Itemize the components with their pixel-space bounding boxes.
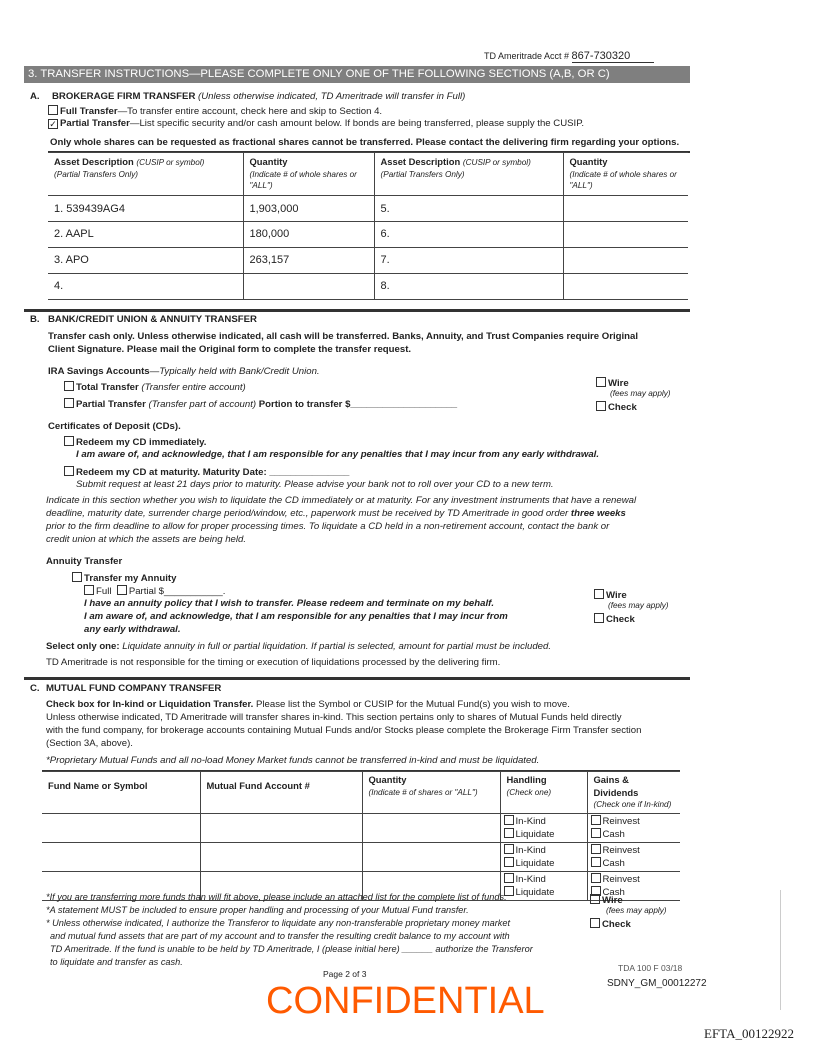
table-row: In-Kind Liquidate Reinvest Cash <box>42 871 680 900</box>
footnote: * Unless otherwise indicated, I authorize the Transferor to liquidate any non-transferable proprietary money market <box>46 918 511 928</box>
asset-cell[interactable]: 4. <box>48 273 243 299</box>
table-row <box>48 273 688 299</box>
liquidate-checkbox[interactable] <box>504 857 514 867</box>
fees-note: (fees may apply) <box>608 601 669 610</box>
efta-number: EFTA_00122922 <box>704 1026 794 1041</box>
wire-option[interactable]: Wire <box>596 377 629 390</box>
reinvest-checkbox[interactable] <box>591 844 601 854</box>
asset-cell[interactable]: 2. AAPL <box>48 221 243 247</box>
whole-shares-note: Only whole shares can be requested as fractional shares cannot be transferred. Please contact the delivering firm regarding your options. <box>50 137 680 148</box>
checkbox[interactable] <box>64 381 74 391</box>
section-c-intro: Check box for In-kind or Liquidation Transfer. Please list the Symbol or CUSIP for the Mutual Fund(s) you wish to move. <box>46 699 570 710</box>
fund-cell[interactable] <box>42 813 200 842</box>
checkbox[interactable] <box>594 613 604 623</box>
partial-transfer-option[interactable]: Partial Transfer (Transfer part of account) Portion to transfer $____________________ <box>64 398 457 411</box>
quantity-cell[interactable]: 263,157 <box>243 247 374 273</box>
liquidate-checkbox[interactable] <box>504 828 514 838</box>
select-only-one-note: Select only one: Liquidate annuity in full or partial liquidation. If partial is selected, amount for partial must be included. <box>46 641 552 652</box>
check-option[interactable]: Check <box>596 401 637 414</box>
quantity-cell[interactable] <box>563 273 688 299</box>
cd-paragraph: prior to the firm deadline to allow for proper processing times. To liquidate a CD held in a non-retirement account, contact the bank or <box>46 521 610 532</box>
partial-transfer-option[interactable]: ✓ Partial Transfer—List specific security and/or cash amount below. If bonds are being transferred, please supply the CUSIP. <box>49 118 585 129</box>
mutual-fund-table: Fund Name or Symbol Mutual Fund Account # Quantity (Indicate # of shares or "ALL") Handling (Check one) Gains & Dividends (Check one if In-kind) In-Kind Liquidate Reinvest Cash In-Kind Liquidate Reinvest Cash In-Kind Liquidate Reinvest Cash <box>42 771 680 901</box>
section-c-letter: C. <box>30 683 40 694</box>
table-row <box>48 247 688 273</box>
section-c-intro: (Section 3A, above). <box>46 738 133 749</box>
checkbox[interactable] <box>590 894 600 904</box>
section-b-intro: Client Signature. Please mail the Original form to complete the transfer request. <box>48 344 412 355</box>
wire-option[interactable]: Wire <box>590 894 623 907</box>
quantity-cell[interactable]: 1,903,000 <box>243 195 374 221</box>
section-b-title: BANK/CREDIT UNION & ANNUITY TRANSFER <box>48 314 257 325</box>
footnote: *If you are transferring more funds than will fit above, please include an attached list for the complete list of funds. <box>46 892 507 902</box>
asset-cell[interactable]: 3. APO <box>48 247 243 273</box>
total-transfer-option[interactable]: Total Transfer (Transfer entire account) <box>64 381 246 394</box>
fees-note: (fees may apply) <box>606 906 667 915</box>
quantity-cell[interactable] <box>563 221 688 247</box>
checkbox[interactable] <box>590 918 600 928</box>
asset-cell[interactable]: 6. <box>374 221 563 247</box>
checkbox[interactable] <box>64 466 74 476</box>
reinvest-checkbox[interactable] <box>591 815 601 825</box>
cd-paragraph: credit union at which the assets are being held. <box>46 534 246 545</box>
section-c-title: MUTUAL FUND COMPANY TRANSFER <box>46 683 222 694</box>
account-cell[interactable] <box>200 842 362 871</box>
annuity-amount[interactable]: Full Partial $___________. <box>84 585 225 598</box>
quantity-cell[interactable] <box>563 195 688 221</box>
fund-cell[interactable] <box>42 842 200 871</box>
page-number: Page 2 of 3 <box>323 969 367 979</box>
ira-heading: IRA Savings Accounts—Typically held with Bank/Credit Union. <box>48 366 320 377</box>
quantity-cell[interactable] <box>362 842 500 871</box>
table-row <box>48 195 688 221</box>
table-row <box>48 221 688 247</box>
wire-option[interactable]: Wire <box>594 589 627 602</box>
asset-cell[interactable]: 1. 539439AG4 <box>48 195 243 221</box>
footnote: TD Ameritrade. If the fund is unable to be held by TD Ameritrade, I (please initial here) ______ authorize the Transferor <box>50 944 533 954</box>
annuity-note: any early withdrawal. <box>84 624 181 635</box>
quantity-cell[interactable] <box>243 273 374 299</box>
check-option[interactable]: Check <box>594 613 635 626</box>
full-transfer-checkbox[interactable] <box>48 105 58 115</box>
partial-transfer-checkbox[interactable]: ✓ <box>49 119 57 129</box>
checkbox[interactable] <box>117 585 127 595</box>
table-row: In-Kind Liquidate Reinvest Cash <box>42 813 680 842</box>
section-a-letter: A. <box>30 91 40 102</box>
section-b-intro: Transfer cash only. Unless otherwise indicated, all cash will be transferred. Banks, Annuity, and Trust Companies require Original <box>48 331 638 342</box>
cd-note: Submit request at least 21 days prior to maturity. Please advise your bank not to roll over your CD to a new term. <box>76 479 554 490</box>
disclaimer: TD Ameritrade is not responsible for the timing or execution of liquidations processed by the delivering firm. <box>46 657 501 668</box>
checkbox[interactable] <box>84 585 94 595</box>
checkbox[interactable] <box>64 398 74 408</box>
section-c-intro: with the fund company, for brokerage accounts containing Mutual Funds and/or Stocks please complete the Brokerage Firm Transfer section <box>46 725 642 736</box>
asset-cell[interactable]: 7. <box>374 247 563 273</box>
annuity-note: I have an annuity policy that I wish to transfer. Please redeem and terminate on my behalf. <box>84 598 494 609</box>
annuity-note: I am aware of, and acknowledge, that I am responsible for any penalties that I may incur from <box>84 611 508 622</box>
inkind-checkbox[interactable] <box>504 873 514 883</box>
footnote: to liquidate and transfer as cash. <box>50 957 183 967</box>
cd-heading: Certificates of Deposit (CDs). <box>48 421 181 432</box>
bates-number: SDNY_GM_00012272 <box>607 978 707 989</box>
asset-cell[interactable]: 8. <box>374 273 563 299</box>
form-code: TDA 100 F 03/18 <box>618 963 683 973</box>
checkbox[interactable] <box>64 436 74 446</box>
divider <box>24 309 690 312</box>
full-transfer-option[interactable]: Full Transfer—To transfer entire account, check here and skip to Section 4. <box>48 105 382 118</box>
quantity-cell[interactable] <box>362 813 500 842</box>
quantity-cell[interactable]: 180,000 <box>243 221 374 247</box>
acct-label: TD Ameritrade Acct # 867-730320 <box>484 50 654 63</box>
fees-note: (fees may apply) <box>610 389 671 398</box>
checkbox[interactable] <box>596 377 606 387</box>
divider <box>24 677 690 680</box>
asset-cell[interactable]: 5. <box>374 195 563 221</box>
cd-note: I am aware of, and acknowledge, that I am responsible for any penalties that I may incur from any early withdrawal. <box>76 449 600 460</box>
section-b-letter: B. <box>30 314 40 325</box>
inkind-checkbox[interactable] <box>504 844 514 854</box>
quantity-cell[interactable] <box>563 247 688 273</box>
cd-redeem-now-option[interactable]: Redeem my CD immediately. <box>64 436 206 449</box>
confidential-stamp: CONFIDENTIAL <box>266 980 545 1022</box>
cash-checkbox[interactable] <box>591 828 601 838</box>
transfer-annuity-option[interactable]: Transfer my Annuity <box>72 572 176 585</box>
proprietary-note: *Proprietary Mutual Funds and all no-load Money Market funds cannot be transferred in-kind and must be liquidated. <box>46 755 540 766</box>
cd-redeem-maturity-option[interactable]: Redeem my CD at maturity. Maturity Date: _______________ <box>64 466 349 479</box>
check-option[interactable]: Check <box>590 918 631 931</box>
acct-number: 867-730320 <box>572 50 655 63</box>
section-header-bar: 3. TRANSFER INSTRUCTIONS—PLEASE COMPLETE ONLY ONE OF THE FOLLOWING SECTIONS (A,B, OR C) <box>24 66 690 83</box>
section-c-intro: Unless otherwise indicated, TD Ameritrade will transfer shares in-kind. This section pertains only to shares of Mutual Funds held directly <box>46 712 622 723</box>
footnote: *A statement MUST be included to ensure proper handling and processing of your Mutual Fund transfer. <box>46 905 469 915</box>
account-cell[interactable] <box>200 813 362 842</box>
table-row: In-Kind Liquidate Reinvest Cash <box>42 842 680 871</box>
cash-checkbox[interactable] <box>591 857 601 867</box>
footnote: and mutual fund assets that are part of my account and to transfer the resulting credit balance to my account with <box>50 931 510 941</box>
cd-paragraph: Indicate in this section whether you wish to liquidate the CD immediately or at maturity. For any investment instruments that have a renewal <box>46 495 637 506</box>
annuity-heading: Annuity Transfer <box>46 556 123 567</box>
reinvest-checkbox[interactable] <box>591 873 601 883</box>
section-a-title: BROKERAGE FIRM TRANSFER (Unless otherwise indicated, TD Ameritrade will transfer in Full) <box>52 91 466 102</box>
checkbox[interactable] <box>594 589 604 599</box>
cd-paragraph: deadline, maturity date, surrender charge period/window, etc., paperwork must be received by TD Ameritrade in good order three weeks <box>46 508 626 519</box>
checkbox[interactable] <box>596 401 606 411</box>
brokerage-assets-table: Asset Description (CUSIP or symbol) (Partial Transfers Only) Quantity (Indicate # of whole shares or "ALL") Asset Description (CUSIP or symbol) (Partial Transfers Only) Quantity (Indicate # of whole shares or "ALL") 1. 539439AG4 1,903,000 5. 2. AAPL 180,000 6. 3. APO 263,157 7. 4. 8. <box>48 152 688 300</box>
inkind-checkbox[interactable] <box>504 815 514 825</box>
checkbox[interactable] <box>72 572 82 582</box>
